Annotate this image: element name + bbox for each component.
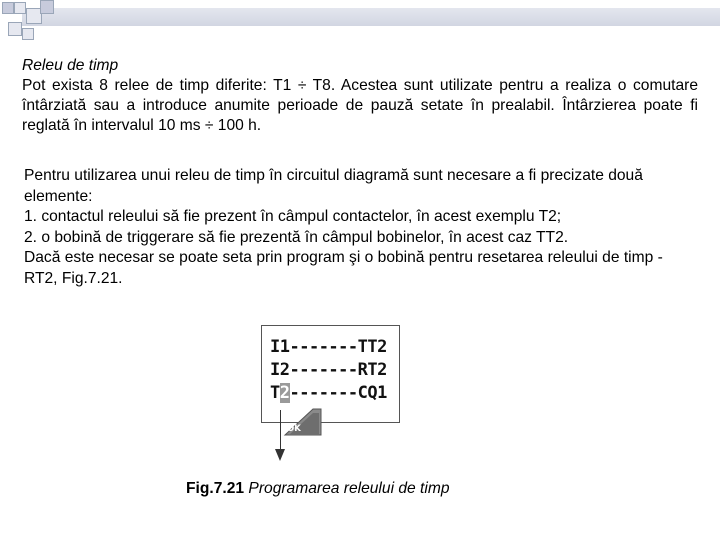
details-line: Dacă este necesar se poate seta prin program şi o bobină pentru resetarea releului de timp - RT2, Fig.7.21. <box>24 249 663 287</box>
caption-text: Programarea releului de timp <box>248 480 450 497</box>
deco-square <box>14 2 26 14</box>
deco-square <box>8 22 22 36</box>
deco-square <box>22 28 34 40</box>
lcd-wire: ------- <box>289 337 358 357</box>
lcd-contact: T <box>270 383 280 403</box>
figure-caption <box>186 480 450 498</box>
caption-number: Fig.7.21 <box>186 480 245 497</box>
lcd-cursor: 2 <box>279 383 290 403</box>
lcd-row <box>270 336 387 359</box>
lcd-coil: TT2 <box>357 337 387 357</box>
lcd-wire: ------- <box>289 383 358 403</box>
section-title: Releu de timp <box>22 57 119 74</box>
lcd-contact: I1 <box>270 337 290 357</box>
pointer-line <box>280 410 281 450</box>
down-arrow-icon <box>275 449 285 461</box>
lcd-row <box>270 359 387 382</box>
lcd-wire: ------- <box>289 360 358 380</box>
deco-square <box>2 2 14 14</box>
deco-square <box>40 0 54 14</box>
lcd-display <box>261 325 400 423</box>
lcd-coil: CQ1 <box>357 383 387 403</box>
header-bar <box>22 8 720 26</box>
details-line: 1. contactul releului să fie prezent în câmpul contactelor, în acest exemplu T2; <box>24 208 562 226</box>
lcd-contact: I2 <box>270 360 290 380</box>
lcd-row <box>270 382 387 405</box>
details-paragraph <box>24 166 700 290</box>
lcd-coil: RT2 <box>357 360 387 380</box>
details-line: Pentru utilizarea unui releu de timp în circuitul diagramă sunt necesare a fi precizate două elemente: <box>24 167 643 205</box>
ok-key-label: OK <box>287 424 301 434</box>
header-decoration <box>0 0 720 50</box>
section-intro <box>22 56 698 136</box>
details-line: 2. o bobină de triggerare să fie prezentă în câmpul bobinelor, în acest caz TT2. <box>24 228 569 246</box>
section-body: Pot exista 8 relee de timp diferite: T1 ÷ T8. Acestea sunt utilizate pentru a realiza o comutare întârziată sau a introduce anumite perioade de pauză setate în prealabil. Întârzierea poate fi reglată în intervalul 10 ms ÷ 100 h. <box>22 77 698 134</box>
